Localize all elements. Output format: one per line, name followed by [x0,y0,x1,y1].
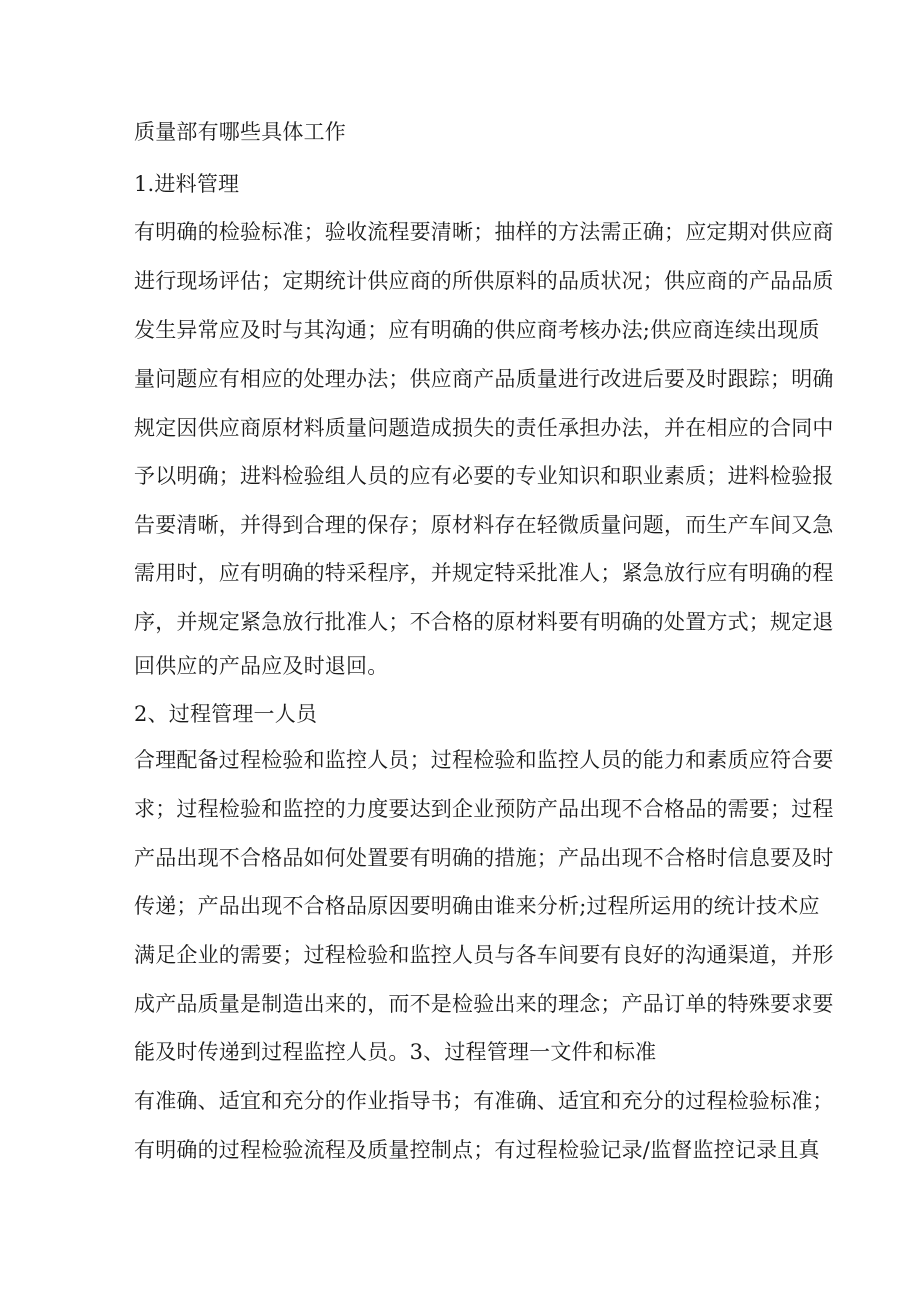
paragraph-line: 有明确的检验标准；验收流程要清晰；抽样的方法需正确；应定期对供应商 [134,220,834,244]
paragraph-line: 合理配备过程检验和监控人员；过程检验和监控人员的能力和素质应符合要 [134,748,834,772]
document-title: 质量部有哪些具体工作 [134,120,346,144]
paragraph-line: 产品出现不合格品如何处置要有明确的措施；产品出现不合格时信息要及时 [134,846,834,870]
paragraph-line: 进行现场评估；定期统计供应商的所供原料的品质状况；供应商的产品品质 [134,269,834,293]
paragraph-line: 告要清晰，并得到合理的保存；原材料存在轻微质量问题，而生产车间又急 [134,513,834,537]
paragraph-line: 量问题应有相应的处理办法；供应商产品质量进行改进后要及时跟踪；明确 [134,367,834,391]
paragraph-line: 成产品质量是制造出来的，而不是检验出来的理念；产品订单的特殊要求要 [134,992,834,1016]
paragraph-line: 传递；产品出现不合格品原因要明确由谁来分析;过程所运用的统计技术应 [134,894,820,918]
paragraph-line: 发生异常应及时与其沟通；应有明确的供应商考核办法;供应商连续出现质 [134,318,820,342]
paragraph-line: 有准确、适宜和充分的作业指导书；有准确、适宜和充分的过程检验标准； [134,1089,834,1113]
paragraph-line: 规定因供应商原材料质量问题造成损失的责任承担办法，并在相应的合同中 [134,416,834,440]
paragraph-line: 满足企业的需要；过程检验和监控人员与各车间要有良好的沟通渠道，并形 [134,943,834,967]
paragraph-line: 序，并规定紧急放行批准人；不合格的原材料要有明确的处置方式；规定退 [134,610,834,634]
paragraph-line: 求；过程检验和监控的力度要达到企业预防产品出现不合格品的需要；过程 [134,797,834,821]
paragraph-line: 回供应的产品应及时退回。 [134,654,389,678]
paragraph-line: 予以明确；进料检验组人员的应有必要的专业知识和职业素质；进料检验报 [134,464,834,488]
section-heading: 1.进料管理 [134,172,240,196]
paragraph-line: 需用时，应有明确的特采程序，并规定特采批准人；紧急放行应有明确的程 [134,561,834,585]
paragraph-line: 有明确的过程检验流程及质量控制点；有过程检验记录/监督监控记录且真 [134,1138,820,1162]
paragraph-line: 能及时传递到过程监控人员。3、过程管理一文件和标准 [134,1040,657,1064]
section-heading: 2、过程管理一人员 [134,702,318,726]
